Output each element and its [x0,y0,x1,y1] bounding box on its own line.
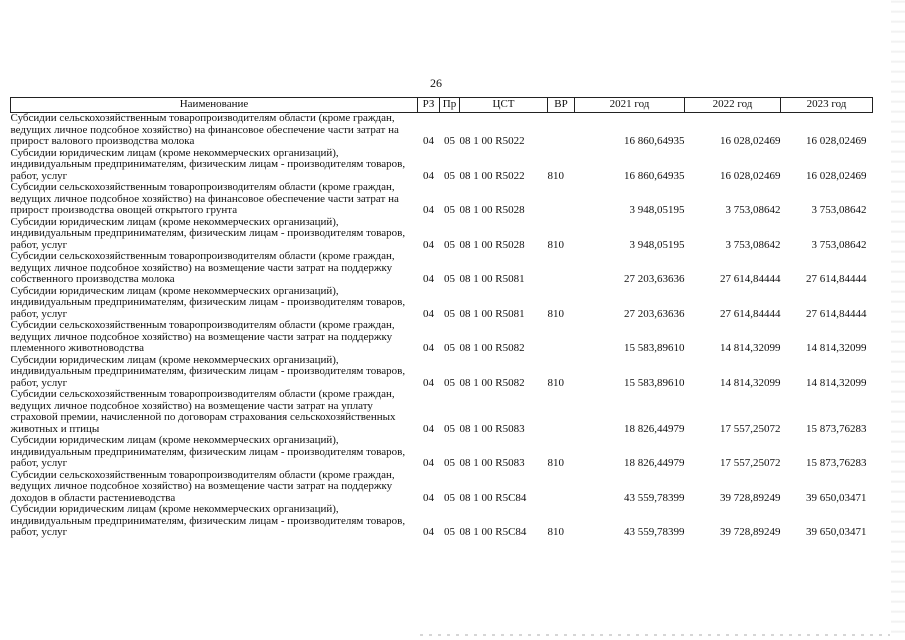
row-vr-cell: 810 [547,457,564,469]
row-name-cell: Субсидии юридическим лицам (кроме некоммерческих организаций), индивидуальным предпринимателям, физическим лицам - производителям товаров, работ, услуг [10,284,406,320]
page-number: 26 [430,76,442,90]
row-2021-cell: 43 559,78399 [624,491,685,504]
row-2022-cell: 17 557,25072 [720,422,781,435]
row-2021-cell: 15 583,89610 [624,342,685,354]
row-rz-cell: 04 [423,376,434,389]
row-2022-cell: 27 614,84444 [720,273,781,285]
row-vr-cell [548,470,575,505]
table-row [11,389,873,435]
row-name-cell: Субсидии сельскохозяйственным товаропроизводителям области (кроме граждан, ведущих личное подсобное хозяйство) на возмещение части затрат на поддержку племенного животноводства [10,319,395,354]
row-vr-cell [548,251,575,286]
table-row [11,504,873,539]
row-2023-cell: 15 873,76283 [806,422,867,435]
row-2021-cell: 18 826,44979 [624,457,685,469]
row-pr-cell: 05 [444,238,455,251]
table-row [11,355,873,390]
row-2023-cell: 14 814,32099 [806,376,867,389]
row-pr-cell: 05 [444,422,455,435]
row-cst-cell: 08 1 00 R5022 [459,135,525,147]
table-row [11,251,873,286]
table-row [11,182,873,217]
row-2021-cell: 16 860,64935 [624,169,685,182]
header-2021: 2021 год [575,98,685,113]
row-2021-cell: 18 826,44979 [624,422,685,435]
row-cst-cell: 08 1 00 R5081 [459,273,525,285]
scan-bottom-artifact [420,634,890,636]
row-cst-cell: 08 1 00 R5028 [459,238,525,251]
row-name-cell: Субсидии сельскохозяйственным товаропроизводителям области (кроме граждан, ведущих личное подсобное хозяйство) на финансовое обеспечение части затрат на прирост производства овощей открытого грунта [10,181,399,216]
table-row [11,148,873,183]
row-rz-cell: 04 [423,526,434,538]
row-2022-cell: 17 557,25072 [720,457,781,469]
row-name-cell: Субсидии юридическим лицам (кроме некоммерческих организаций), индивидуальным предпринимателям, физическим лицам - производителям товаров, работ, услуг [10,146,406,182]
row-pr-cell: 05 [444,491,455,504]
row-vr-cell [548,389,575,435]
row-cst-cell: 08 1 00 R5082 [459,342,525,354]
row-vr-cell: 810 [547,238,564,251]
row-pr-cell: 05 [444,342,455,354]
row-2022-cell: 14 814,32099 [720,342,781,354]
row-2022-cell: 14 814,32099 [720,376,781,389]
row-2023-cell: 3 753,08642 [811,238,867,251]
table-row [11,217,873,252]
row-2022-cell: 3 753,08642 [725,204,781,216]
header-pr: Пр [440,98,460,113]
row-name-cell: Субсидии юридическим лицам (кроме некоммерческих организаций), индивидуальным предпринимателям, физическим лицам - производителям товаров, работ, услуг [10,215,406,251]
row-2021-cell: 3 948,05195 [629,238,685,251]
table-row [11,435,873,470]
header-2023: 2023 год [781,98,873,113]
budget-table [10,97,873,539]
row-2023-cell: 15 873,76283 [806,457,867,469]
row-name-cell: Субсидии сельскохозяйственным товаропроизводителям области (кроме граждан, ведущих личное подсобное хозяйство) на возмещение части затрат на поддержку собственного производства молока [10,250,395,285]
row-pr-cell: 05 [444,135,455,147]
row-name-cell: Субсидии юридическим лицам (кроме некоммерческих организаций), индивидуальным предпринимателям, физическим лицам - производителям товаров, работ, услуг [10,353,406,389]
row-name-cell: Субсидии юридическим лицам (кроме некоммерческих организаций), индивидуальным предпринимателям, физическим лицам - производителям товаров, работ, услуг [10,503,406,538]
header-name: Наименование [11,98,418,113]
row-2023-cell: 27 614,84444 [806,307,867,320]
row-vr-cell: 810 [547,376,564,389]
table-row [11,320,873,355]
row-2023-cell: 16 028,02469 [806,135,867,147]
row-pr-cell: 05 [444,273,455,285]
row-pr-cell: 05 [444,169,455,182]
row-2023-cell: 39 650,03471 [806,491,867,504]
row-pr-cell: 05 [444,376,455,389]
row-2022-cell: 16 028,02469 [720,135,781,147]
row-vr-cell [548,182,575,217]
row-2021-cell: 27 203,63636 [624,273,685,285]
table-body [11,113,873,539]
row-rz-cell: 04 [423,307,434,320]
row-cst-cell: 08 1 00 R5C84 [459,491,527,504]
row-pr-cell: 05 [444,204,455,216]
row-pr-cell: 05 [444,307,455,320]
row-2023-cell: 27 614,84444 [806,273,867,285]
row-2023-cell: 14 814,32099 [806,342,867,354]
row-cst-cell: 08 1 00 R5022 [459,169,525,182]
row-rz-cell: 04 [423,135,434,147]
row-pr-cell: 05 [444,457,455,469]
row-2022-cell: 27 614,84444 [720,307,781,320]
row-rz-cell: 04 [423,204,434,216]
row-rz-cell: 04 [423,169,434,182]
row-cst-cell: 08 1 00 R5C84 [459,526,527,538]
table-header-row [11,98,873,113]
scan-edge-artifact [891,0,905,640]
row-rz-cell: 04 [423,457,434,469]
row-2021-cell: 16 860,64935 [624,135,685,147]
row-2022-cell: 39 728,89249 [720,526,781,538]
row-2023-cell: 16 028,02469 [806,169,867,182]
header-2022: 2022 год [685,98,781,113]
row-vr-cell [548,320,575,355]
row-rz-cell: 04 [423,342,434,354]
row-vr-cell [548,113,575,148]
row-name-cell: Субсидии сельскохозяйственным товаропроизводителям области (кроме граждан, ведущих личное подсобное хозяйство) на возмещение части затрат на уплату страховой премии, начисленной по договорам страхования сельскохозяйственных животных и птицы [10,388,396,435]
row-vr-cell: 810 [547,526,564,538]
row-name-cell: Субсидии сельскохозяйственным товаропроизводителям области (кроме граждан, ведущих личное подсобное хозяйство) на финансовое обеспечение части затрат на прирост валового производства молока [10,112,399,147]
row-2022-cell: 16 028,02469 [720,169,781,182]
row-vr-cell: 810 [547,307,564,320]
row-2021-cell: 3 948,05195 [629,204,685,216]
table-row [11,470,873,505]
table-row [11,286,873,321]
row-name-cell: Субсидии юридическим лицам (кроме некоммерческих организаций), индивидуальным предпринимателям, физическим лицам - производителям товаров, работ, услуг [10,434,406,469]
row-name-cell: Субсидии сельскохозяйственным товаропроизводителям области (кроме граждан, ведущих личное подсобное хозяйство) на возмещение части затрат на поддержку доходов в области растениеводства [10,468,395,504]
row-rz-cell: 04 [423,238,434,251]
row-cst-cell: 08 1 00 R5083 [459,457,525,469]
header-vr: ВР [548,98,575,113]
row-cst-cell: 08 1 00 R5082 [459,376,525,389]
row-2023-cell: 39 650,03471 [806,526,867,538]
row-2023-cell: 3 753,08642 [811,204,867,216]
row-rz-cell: 04 [423,491,434,504]
row-cst-cell: 08 1 00 R5028 [459,204,525,216]
row-2021-cell: 27 203,63636 [624,307,685,320]
row-rz-cell: 04 [423,273,434,285]
header-cst: ЦСТ [460,98,548,113]
table-row [11,113,873,148]
row-2022-cell: 39 728,89249 [720,491,781,504]
row-cst-cell: 08 1 00 R5083 [459,422,525,435]
row-rz-cell: 04 [423,422,434,435]
row-2021-cell: 43 559,78399 [624,526,685,538]
row-2022-cell: 3 753,08642 [725,238,781,251]
row-vr-cell: 810 [547,169,564,182]
row-pr-cell: 05 [444,526,455,538]
header-rz: РЗ [418,98,440,113]
row-cst-cell: 08 1 00 R5081 [459,307,525,320]
row-2021-cell: 15 583,89610 [624,376,685,389]
